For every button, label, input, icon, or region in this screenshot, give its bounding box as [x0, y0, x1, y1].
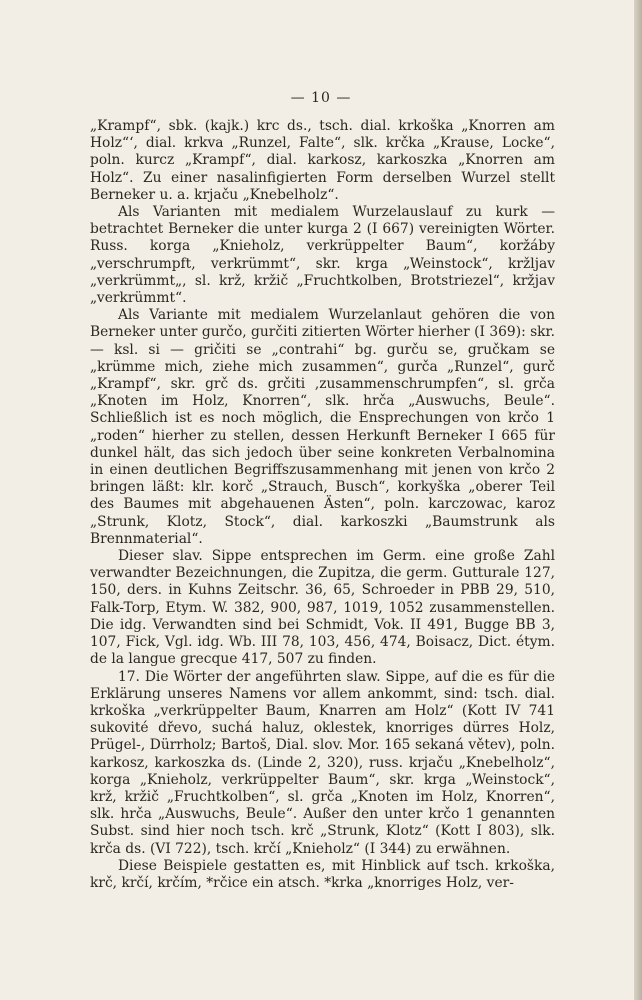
paragraph-4: Dieser slav. Sippe entsprechen im Germ. eine große Zahl verwandter Bezeichnungen, die Zupitza, die germ. Gutturale 127, 150, ders. in Kuhns Zeitschr. 36, 65, Schroeder in PBB 29, 510, Falk-Torp, Etym. W. 382, 900, 987, 1019, 1052 zusammenstellen. Die idg. Verwandten sind bei Schmidt, Vok. II 491, Bugge BB 3, 107, Fick, Vgl. idg. Wb. III 78, 103, 456, 474, Boisacz, Dict. étym. de la langue grecque 417, 507 zu finden. — [90, 548, 555, 668]
page-number: — 10 — — [290, 90, 352, 106]
paragraph-1: „Krampf“, sbk. (kajk.) krc ds., tsch. dial. krkoška „Knorren am Holz“‘, dial. krkva „Runzel, Falte“, slk. krčka „Krause, Locke“, poln. kurcz „Krampf“, dial. karkosz, karkoszka „Knorren am Holz“. Zu einer nasalinfigierten Form derselben Wurzel stellt Berneker u. a. krjaču „Knebelholz“. — [90, 118, 555, 203]
body-text — [90, 118, 555, 892]
paragraph-2: Als Varianten mit medialem Wurzelauslauf zu kurk — betrachtet Berneker die unter kurga 2 (I 667) vereinigten Wörter. Russ. korga „Knieholz, verkrüppelter Baum“, koržáby „verschrumpft, verkrümmt“, skr. krga „Weinstock“, kržljav „verkrümmt„, sl. krž, kržič „Fruchtkolben, Brotstriezel“, kržjav „verkrümmt“. — [90, 204, 555, 307]
paragraph-5: 17. Die Wörter der angeführten slaw. Sippe, auf die es für die Erklärung unseres Namens vor allem ankommt, sind: tsch. dial. krkoška „verkrüppelter Baum, Knarren am Holz“ (Kott IV 741 sukovité dřevo, suchá haluz, oklestek, knorriges dürres Holz, Prügel-, Dürrholz; Bartoš, Dial. slov. Mor. 165 sekaná větev), poln. karkosz, karkoszka ds. (Linde 2, 320), russ. krjaču „Knebelholz“, korga „Knieholz, verkrüppelter Baum“, skr. krga „Weinstock“, krž, kržič „Fruchtkolben“, sl. grča „Knoten im Holz, Knorren“, slk. hrča „Auswuchs, Beule“. Außer den unter krčo 1 genannten Subst. sind hier noch tsch. krč „Strunk, Klotz“ (Kott I 803), slk. krča ds. (VI 722), tsch. krčí „Knieholz“ (I 344) zu erwähnen. — [90, 668, 555, 857]
paragraph-3: Als Variante mit medialem Wurzelanlaut gehören die von Berneker unter gurčo, gurčiti zitierten Wörter hierher (I 369): skr. — ksl. si — gričiti se „contrahi“ bg. gurču se, gručkam se „krümme mich, ziehe mich zusammen“, gurča „Runzel“, gurč „Krampf“, skr. grč ds. grčiti ‚zusammenschrumpfen“, sl. grča „Knoten im Holz, Knorren“, slk. hrča „Auswuchs, Beule“. Schließlich ist es noch möglich, die Ensprechungen von krčo 1 „roden“ hierher zu stellen, dessen Herkunft Berneker I 665 für dunkel hält, das sich jedoch über seine konkreten Verbalnomina in einen deutlichen Begriffszusammenhang mit jenen von krčo 2 bringen läßt: klr. korč „Strauch, Busch“, korkyška „oberer Teil des Baumes mit abgehauenen Ästen“, poln. karczowac, karoz „Strunk, Klotz, Stock“, dial. karkoszki „Baumstrunk als Brennmaterial“. — [90, 307, 556, 547]
page-edge-shadow — [634, 0, 642, 1000]
paragraph-6: Diese Beispiele gestatten es, mit Hinblick auf tsch. krkoška, krč, krčí, krčím, *rčice ein atsch. *krka „knorriges Holz, ver- — [90, 857, 555, 891]
